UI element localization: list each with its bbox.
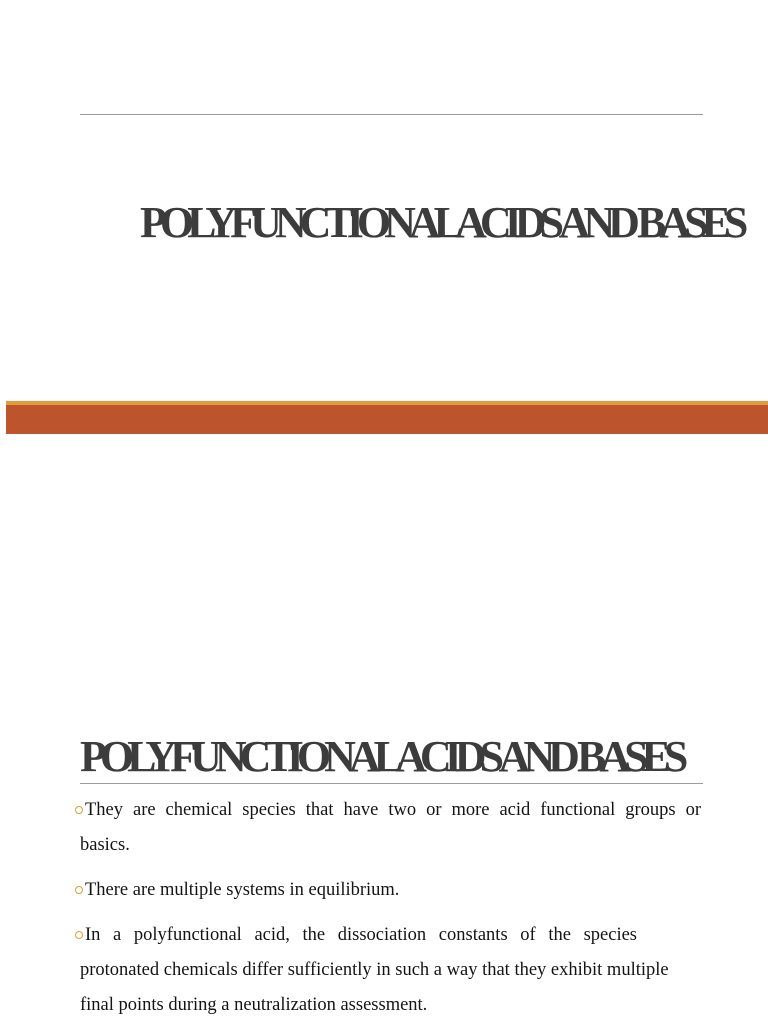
bullet-text: They are chemical species that have two or more acid functional groups or: [85, 800, 701, 820]
bullet-line: [80, 988, 703, 1023]
circle-bullet-icon: [75, 931, 83, 939]
bullet-item: [80, 873, 703, 908]
slide-heading: POLYFUNCTIONAL ACIDS AND BASES: [80, 732, 682, 781]
bullet-text: protonated chemicals differ sufficiently in such a way that they exhibit multiple: [80, 960, 669, 980]
title-divider-line: [80, 114, 703, 115]
bullet-line: [80, 953, 703, 988]
bullet-line: [80, 793, 703, 828]
heading-underline: [80, 783, 703, 784]
bullet-text: final points during a neutralization assessment.: [80, 995, 428, 1015]
circle-bullet-icon: [75, 806, 83, 814]
bullet-item: [80, 793, 703, 863]
bullet-text: In a polyfunctional acid, the dissociation constants of the species: [85, 925, 637, 945]
circle-bullet-icon: [75, 886, 83, 894]
bullet-text: There are multiple systems in equilibrium.: [85, 880, 400, 900]
accent-band-rust-stripe: [6, 405, 768, 434]
bullet-list: [80, 793, 703, 1024]
bullet-item: [80, 918, 703, 1023]
bullet-text: basics.: [80, 835, 130, 855]
bullet-line: [80, 918, 703, 953]
bullet-line: [80, 828, 703, 863]
slide-title: POLYFUNCTIONAL ACIDS AND BASES: [140, 198, 742, 247]
bullet-line: [80, 873, 703, 908]
